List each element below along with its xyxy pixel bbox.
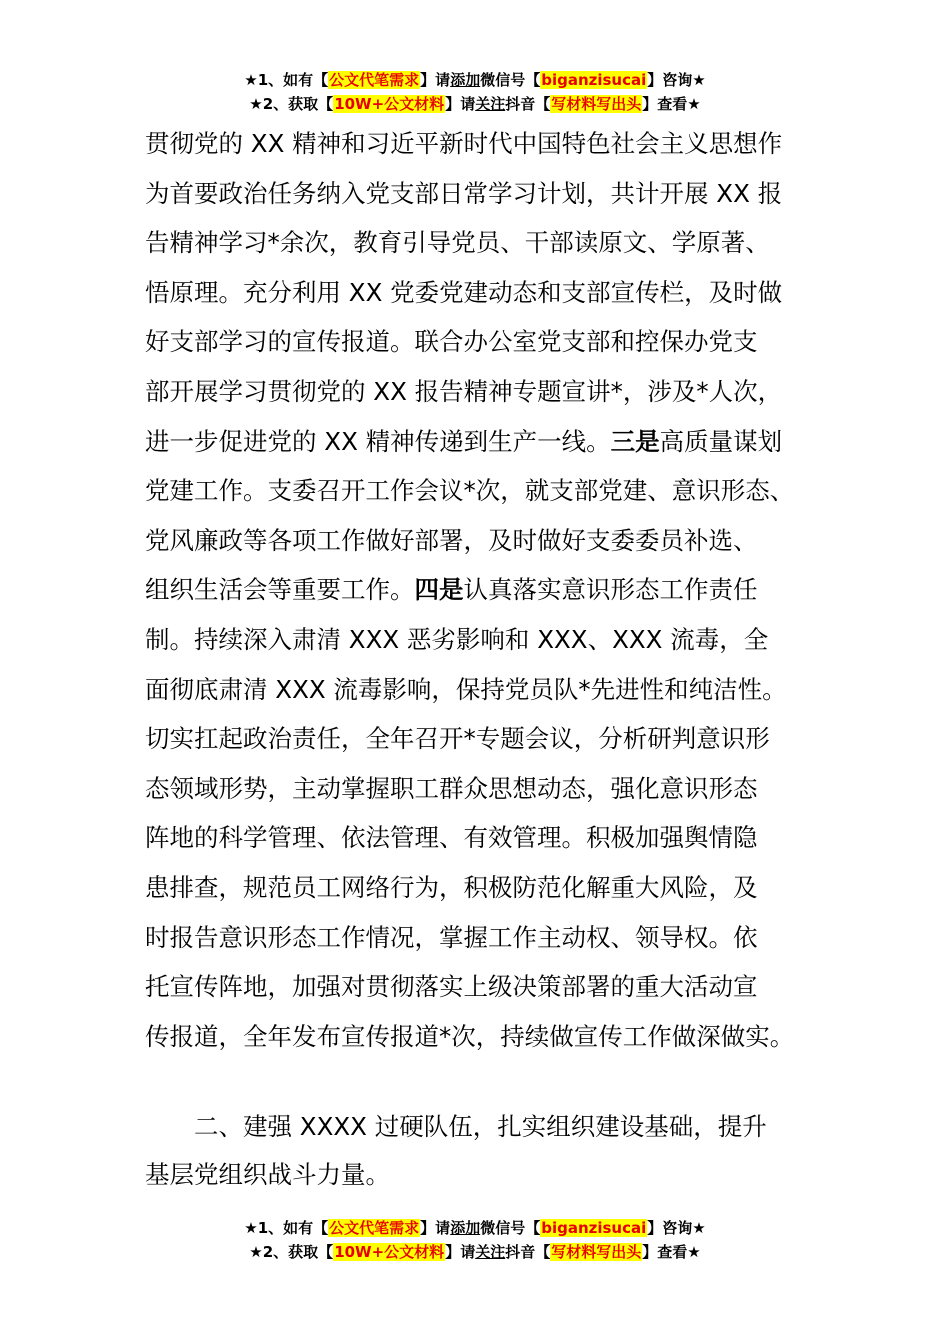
body-line: 好支部学习的宣传报道。联合办公室党支部和控保办党支 (145, 327, 758, 357)
banner-text: 微信号【 (480, 71, 541, 89)
banner-line-2 (0, 92, 950, 116)
bold-keyword: 四是 (414, 575, 464, 605)
body-line (145, 565, 817, 615)
body-line: 时报告意识形态工作情况，掌握工作主动权、领导权。依 (145, 922, 758, 952)
banner-douyin-id: 写材料写出头 (551, 1243, 642, 1261)
body-line: 面彻底肃清 XXX 流毒影响，保持党员队*先进性和纯洁性。 (145, 674, 787, 704)
banner-text: ★1、如有【 (244, 71, 329, 89)
banner-text: 】请 (445, 1243, 476, 1261)
banner-text: ★2、获取【 (249, 1243, 334, 1261)
banner-underline: 添加 (450, 71, 481, 89)
banner-text: 】查看★ (642, 95, 701, 113)
banner-underline: 关注 (475, 1243, 506, 1261)
body-line: 切实扛起政治责任，全年召开*专题会议，分析研判意识形 (145, 724, 770, 754)
body-line: 党风廉政等各项工作做好部署，及时做好支委委员补选、 (145, 525, 758, 555)
top-banner (0, 68, 950, 116)
banner-line-2 (0, 1240, 950, 1264)
bottom-banner (0, 1216, 950, 1264)
banner-text: ★2、获取【 (249, 95, 334, 113)
banner-text: ★1、如有【 (244, 1219, 329, 1237)
banner-text: 】咨询★ (647, 71, 706, 89)
body-text: 进一步促进党的 XX 精神传递到生产一线。 (145, 426, 611, 456)
body-line: 部开展学习贯彻党的 XX 报告精神专题宣讲*，涉及*人次， (145, 376, 783, 406)
body-line: 制。持续深入肃清 XXX 恶劣影响和 XXX、XXX 流毒，全 (145, 624, 769, 654)
banner-text: 】请 (420, 71, 451, 89)
banner-highlight: 公文代笔需求 (329, 1219, 420, 1237)
banner-text: 抖音【 (505, 95, 551, 113)
body-paragraph (145, 119, 817, 1061)
body-text: 认真落实意识形态工作责任 (463, 575, 758, 605)
body-text: 高质量谋划 (659, 426, 783, 456)
banner-highlight: 公文代笔需求 (329, 71, 420, 89)
banner-highlight: 10W+公文材料 (334, 95, 445, 113)
body-line: 党建工作。支委召开工作会议*次，就支部党建、意识形态、 (145, 476, 795, 506)
body-line: 为首要政治任务纳入党支部日常学习计划，共计开展 XX 报 (145, 178, 783, 208)
banner-wechat-id: biganzisucai (541, 71, 647, 89)
body-text: 组织生活会等重要工作。 (145, 575, 415, 605)
body-line: 患排查，规范员工网络行为，积极防范化解重大风险，及 (145, 872, 758, 902)
body-line: 告精神学习*余次，教育引导党员、干部读原文、学原著、 (145, 228, 770, 258)
banner-underline: 添加 (450, 1219, 481, 1237)
body-line (145, 417, 817, 467)
body-line: 传报道，全年发布宣传报道*次，持续做宣传工作做深做实。 (145, 1021, 795, 1051)
banner-underline: 关注 (475, 95, 506, 113)
body-line: 贯彻党的 XX 精神和习近平新时代中国特色社会主义思想作 (145, 129, 783, 158)
banner-text: 】查看★ (642, 1243, 701, 1261)
bold-keyword: 三是 (610, 426, 660, 456)
banner-line-1 (0, 68, 950, 92)
banner-text: 】请 (420, 1219, 451, 1237)
body-line: 托宣传阵地，加强对贯彻落实上级决策部署的重大活动宣 (145, 972, 758, 1002)
banner-highlight: 10W+公文材料 (334, 1243, 445, 1261)
body-line: 悟原理。充分利用 XX 党委党建动态和支部宣传栏，及时做 (145, 277, 783, 307)
body-line: 阵地的科学管理、依法管理、有效管理。积极加强舆情隐 (145, 823, 758, 853)
banner-text: 微信号【 (480, 1219, 541, 1237)
banner-text: 】请 (445, 95, 476, 113)
banner-text: 】咨询★ (647, 1219, 706, 1237)
section-heading (145, 1103, 817, 1199)
body-line: 态领域形势，主动掌握职工群众思想动态，强化意识形态 (145, 773, 758, 803)
banner-line-1 (0, 1216, 950, 1240)
banner-text: 抖音【 (505, 1243, 551, 1261)
heading-line: 基层党组织战斗力量。 (145, 1160, 390, 1189)
heading-line: 二、建强 XXXX 过硬队伍，扎实组织建设基础，提升 (194, 1112, 767, 1141)
banner-douyin-id: 写材料写出头 (551, 95, 642, 113)
banner-wechat-id: biganzisucai (541, 1219, 647, 1237)
